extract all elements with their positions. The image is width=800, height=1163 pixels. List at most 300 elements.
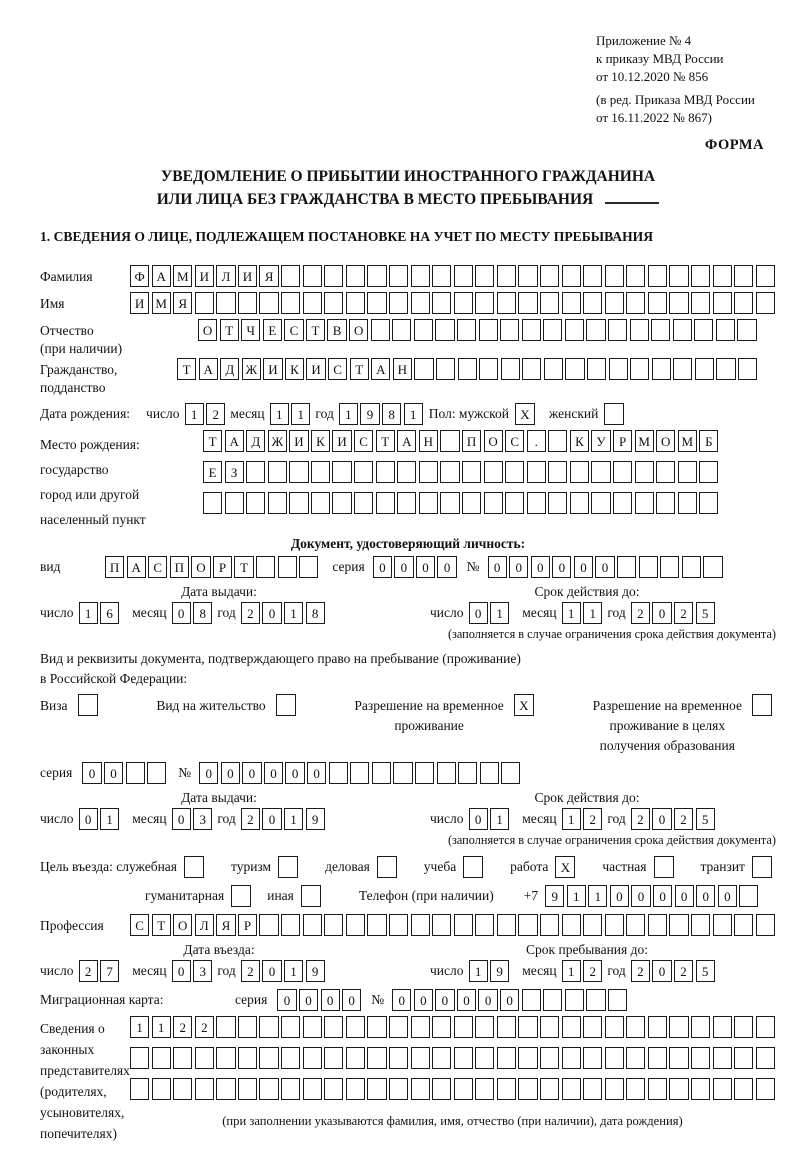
char-cell[interactable] <box>216 1016 235 1038</box>
char-cell[interactable]: Е <box>263 319 282 341</box>
char-cell[interactable] <box>463 856 483 878</box>
char-cell[interactable]: О <box>484 430 503 452</box>
char-cell[interactable]: Ж <box>268 430 287 452</box>
char-cell[interactable]: К <box>311 430 330 452</box>
char-cell[interactable] <box>648 1078 667 1100</box>
char-cell[interactable]: 0 <box>172 602 191 624</box>
char-cell[interactable] <box>501 762 520 784</box>
char-cell[interactable] <box>173 1047 192 1069</box>
char-cell[interactable] <box>691 1016 710 1038</box>
char-cell[interactable] <box>484 492 503 514</box>
char-cell[interactable] <box>435 319 454 341</box>
char-cell[interactable]: 2 <box>674 808 693 830</box>
char-cell[interactable]: 0 <box>104 762 123 784</box>
char-cell[interactable] <box>303 292 322 314</box>
char-cell[interactable]: Л <box>195 914 214 936</box>
char-cell[interactable]: Д <box>246 430 265 452</box>
char-cell[interactable] <box>324 1047 343 1069</box>
char-cell[interactable]: Т <box>306 319 325 341</box>
char-cell[interactable] <box>432 914 451 936</box>
char-cell[interactable] <box>540 1078 559 1100</box>
char-cell[interactable] <box>238 1016 257 1038</box>
char-cell[interactable]: Н <box>419 430 438 452</box>
char-cell[interactable]: 7 <box>100 960 119 982</box>
char-cell[interactable]: 0 <box>488 556 507 578</box>
char-cell[interactable]: 0 <box>435 989 454 1011</box>
char-cell[interactable]: 0 <box>718 885 737 907</box>
char-cell[interactable]: 0 <box>277 989 296 1011</box>
char-cell[interactable]: 2 <box>674 960 693 982</box>
char-cell[interactable]: 8 <box>193 602 212 624</box>
char-cell[interactable]: 1 <box>284 960 303 982</box>
char-cell[interactable]: 2 <box>206 403 225 425</box>
char-cell[interactable]: 0 <box>631 885 650 907</box>
char-cell[interactable] <box>397 461 416 483</box>
char-cell[interactable] <box>518 914 537 936</box>
char-cell[interactable] <box>734 1078 753 1100</box>
char-cell[interactable] <box>630 319 649 341</box>
char-cell[interactable] <box>389 1078 408 1100</box>
char-cell[interactable] <box>411 1078 430 1100</box>
char-cell[interactable]: Т <box>350 358 369 380</box>
char-cell[interactable] <box>480 762 499 784</box>
purpose-humanitarian-checkbox[interactable] <box>231 885 251 907</box>
purpose-other-checkbox[interactable] <box>301 885 321 907</box>
char-cell[interactable] <box>415 762 434 784</box>
char-cell[interactable] <box>713 1016 732 1038</box>
char-cell[interactable]: А <box>152 265 171 287</box>
char-cell[interactable] <box>527 492 546 514</box>
char-cell[interactable]: С <box>505 430 524 452</box>
char-cell[interactable] <box>324 914 343 936</box>
char-cell[interactable]: 0 <box>652 808 671 830</box>
char-cell[interactable] <box>691 1078 710 1100</box>
char-cell[interactable] <box>259 292 278 314</box>
migration-series-input[interactable] <box>277 989 361 1011</box>
char-cell[interactable]: И <box>195 265 214 287</box>
char-cell[interactable] <box>669 1078 688 1100</box>
surname-input[interactable] <box>130 265 775 287</box>
char-cell[interactable]: 1 <box>100 808 119 830</box>
char-cell[interactable] <box>609 358 628 380</box>
char-cell[interactable]: 9 <box>545 885 564 907</box>
char-cell[interactable] <box>648 1047 667 1069</box>
char-cell[interactable] <box>497 1047 516 1069</box>
char-cell[interactable]: 0 <box>595 556 614 578</box>
char-cell[interactable] <box>518 1047 537 1069</box>
char-cell[interactable] <box>543 319 562 341</box>
char-cell[interactable]: 5 <box>696 960 715 982</box>
char-cell[interactable]: 1 <box>339 403 358 425</box>
char-cell[interactable] <box>389 914 408 936</box>
char-cell[interactable]: Б <box>699 430 718 452</box>
char-cell[interactable] <box>713 265 732 287</box>
char-cell[interactable]: 5 <box>696 602 715 624</box>
birthplace-row1-input[interactable] <box>203 430 718 452</box>
purpose-delovaya-checkbox[interactable] <box>377 856 397 878</box>
char-cell[interactable] <box>540 1016 559 1038</box>
char-cell[interactable] <box>522 989 541 1011</box>
char-cell[interactable] <box>458 762 477 784</box>
char-cell[interactable] <box>648 292 667 314</box>
char-cell[interactable] <box>231 885 251 907</box>
char-cell[interactable]: Т <box>376 430 395 452</box>
char-cell[interactable] <box>281 265 300 287</box>
char-cell[interactable] <box>414 319 433 341</box>
char-cell[interactable] <box>195 292 214 314</box>
char-cell[interactable] <box>703 556 722 578</box>
residence-issue-month-input[interactable] <box>172 808 213 830</box>
char-cell[interactable] <box>346 1016 365 1038</box>
char-cell[interactable] <box>278 556 297 578</box>
char-cell[interactable] <box>346 292 365 314</box>
char-cell[interactable] <box>281 1078 300 1100</box>
purpose-work-checkbox[interactable] <box>555 856 575 878</box>
char-cell[interactable]: 9 <box>490 960 509 982</box>
migration-number-input[interactable] <box>392 989 627 1011</box>
sex-male-checkbox[interactable] <box>515 403 535 425</box>
doc-number-input[interactable] <box>488 556 723 578</box>
char-cell[interactable] <box>303 914 322 936</box>
char-cell[interactable] <box>608 319 627 341</box>
residence-permit-checkbox[interactable] <box>276 694 296 716</box>
birth-year-input[interactable] <box>339 403 423 425</box>
char-cell[interactable]: Ч <box>241 319 260 341</box>
char-cell[interactable] <box>543 989 562 1011</box>
char-cell[interactable] <box>604 403 624 425</box>
char-cell[interactable]: 1 <box>583 602 602 624</box>
char-cell[interactable]: Т <box>220 319 239 341</box>
char-cell[interactable] <box>475 914 494 936</box>
char-cell[interactable] <box>591 492 610 514</box>
char-cell[interactable] <box>259 1016 278 1038</box>
char-cell[interactable] <box>669 914 688 936</box>
char-cell[interactable]: 1 <box>152 1016 171 1038</box>
char-cell[interactable] <box>756 1078 775 1100</box>
char-cell[interactable]: А <box>371 358 390 380</box>
char-cell[interactable] <box>518 292 537 314</box>
issue-day-input[interactable] <box>79 602 120 624</box>
char-cell[interactable] <box>608 989 627 1011</box>
char-cell[interactable]: X <box>555 856 575 878</box>
char-cell[interactable] <box>216 1047 235 1069</box>
char-cell[interactable] <box>354 492 373 514</box>
char-cell[interactable] <box>281 292 300 314</box>
char-cell[interactable] <box>475 1016 494 1038</box>
char-cell[interactable]: 1 <box>284 602 303 624</box>
char-cell[interactable] <box>540 292 559 314</box>
char-cell[interactable]: 0 <box>469 808 488 830</box>
purpose-business-checkbox[interactable] <box>184 856 204 878</box>
char-cell[interactable] <box>756 1016 775 1038</box>
char-cell[interactable] <box>635 492 654 514</box>
char-cell[interactable]: О <box>191 556 210 578</box>
char-cell[interactable] <box>605 914 624 936</box>
char-cell[interactable] <box>583 292 602 314</box>
char-cell[interactable] <box>673 319 692 341</box>
phone-input[interactable] <box>545 885 758 907</box>
char-cell[interactable] <box>479 319 498 341</box>
char-cell[interactable] <box>238 1047 257 1069</box>
char-cell[interactable]: 0 <box>373 556 392 578</box>
char-cell[interactable] <box>669 1047 688 1069</box>
char-cell[interactable] <box>256 556 275 578</box>
char-cell[interactable] <box>126 762 145 784</box>
char-cell[interactable] <box>276 694 296 716</box>
char-cell[interactable] <box>562 292 581 314</box>
char-cell[interactable] <box>497 292 516 314</box>
char-cell[interactable] <box>195 1047 214 1069</box>
residence-series-input[interactable] <box>82 762 166 784</box>
char-cell[interactable] <box>613 461 632 483</box>
char-cell[interactable] <box>518 265 537 287</box>
stay-month-input[interactable] <box>562 960 603 982</box>
char-cell[interactable] <box>756 265 775 287</box>
char-cell[interactable] <box>462 461 481 483</box>
char-cell[interactable] <box>411 265 430 287</box>
char-cell[interactable]: 0 <box>652 602 671 624</box>
char-cell[interactable] <box>392 319 411 341</box>
char-cell[interactable]: А <box>397 430 416 452</box>
char-cell[interactable]: 0 <box>552 556 571 578</box>
char-cell[interactable] <box>475 292 494 314</box>
char-cell[interactable] <box>454 1078 473 1100</box>
char-cell[interactable]: С <box>130 914 149 936</box>
char-cell[interactable] <box>713 914 732 936</box>
char-cell[interactable]: 1 <box>79 602 98 624</box>
char-cell[interactable]: 6 <box>100 602 119 624</box>
char-cell[interactable] <box>583 1016 602 1038</box>
char-cell[interactable] <box>734 1047 753 1069</box>
char-cell[interactable]: Р <box>613 430 632 452</box>
char-cell[interactable]: 2 <box>583 960 602 982</box>
char-cell[interactable]: И <box>238 265 257 287</box>
char-cell[interactable] <box>346 1047 365 1069</box>
char-cell[interactable]: Т <box>234 556 253 578</box>
char-cell[interactable] <box>713 292 732 314</box>
char-cell[interactable]: 2 <box>79 960 98 982</box>
char-cell[interactable] <box>522 319 541 341</box>
char-cell[interactable]: С <box>354 430 373 452</box>
char-cell[interactable] <box>738 358 757 380</box>
char-cell[interactable]: У <box>591 430 610 452</box>
char-cell[interactable] <box>152 1078 171 1100</box>
stay-year-input[interactable] <box>631 960 715 982</box>
char-cell[interactable]: 2 <box>583 808 602 830</box>
char-cell[interactable] <box>527 461 546 483</box>
char-cell[interactable] <box>411 292 430 314</box>
char-cell[interactable] <box>648 1016 667 1038</box>
char-cell[interactable]: 9 <box>360 403 379 425</box>
char-cell[interactable]: 0 <box>478 989 497 1011</box>
char-cell[interactable] <box>734 292 753 314</box>
firstname-input[interactable] <box>130 292 775 314</box>
char-cell[interactable]: X <box>514 694 534 716</box>
char-cell[interactable] <box>583 265 602 287</box>
char-cell[interactable]: 0 <box>262 960 281 982</box>
char-cell[interactable] <box>367 1047 386 1069</box>
char-cell[interactable] <box>389 1016 408 1038</box>
temp-residence-checkbox[interactable] <box>514 694 534 716</box>
char-cell[interactable] <box>626 265 645 287</box>
char-cell[interactable] <box>454 1016 473 1038</box>
char-cell[interactable]: М <box>173 265 192 287</box>
char-cell[interactable]: А <box>199 358 218 380</box>
char-cell[interactable]: . <box>527 430 546 452</box>
issue-month-input[interactable] <box>172 602 213 624</box>
char-cell[interactable]: 0 <box>610 885 629 907</box>
char-cell[interactable] <box>716 358 735 380</box>
char-cell[interactable] <box>311 492 330 514</box>
char-cell[interactable] <box>432 1016 451 1038</box>
char-cell[interactable]: 0 <box>299 989 318 1011</box>
char-cell[interactable] <box>660 556 679 578</box>
char-cell[interactable]: 1 <box>490 602 509 624</box>
char-cell[interactable] <box>699 492 718 514</box>
char-cell[interactable]: 0 <box>392 989 411 1011</box>
char-cell[interactable]: 9 <box>306 960 325 982</box>
char-cell[interactable] <box>756 292 775 314</box>
char-cell[interactable] <box>130 1047 149 1069</box>
char-cell[interactable] <box>605 1047 624 1069</box>
char-cell[interactable] <box>332 461 351 483</box>
char-cell[interactable]: О <box>198 319 217 341</box>
char-cell[interactable] <box>268 492 287 514</box>
char-cell[interactable] <box>626 914 645 936</box>
char-cell[interactable] <box>411 1047 430 1069</box>
char-cell[interactable] <box>367 1078 386 1100</box>
char-cell[interactable] <box>225 492 244 514</box>
char-cell[interactable] <box>652 358 671 380</box>
char-cell[interactable]: 0 <box>416 556 435 578</box>
char-cell[interactable]: 1 <box>588 885 607 907</box>
char-cell[interactable] <box>626 1016 645 1038</box>
char-cell[interactable] <box>626 1047 645 1069</box>
birthplace-row3-input[interactable] <box>203 492 718 514</box>
char-cell[interactable] <box>734 1016 753 1038</box>
char-cell[interactable]: 1 <box>130 1016 149 1038</box>
char-cell[interactable] <box>505 461 524 483</box>
char-cell[interactable]: 0 <box>285 762 304 784</box>
char-cell[interactable] <box>246 461 265 483</box>
char-cell[interactable] <box>605 292 624 314</box>
char-cell[interactable]: Д <box>220 358 239 380</box>
char-cell[interactable] <box>301 885 321 907</box>
char-cell[interactable]: П <box>105 556 124 578</box>
entry-month-input[interactable] <box>172 960 213 982</box>
birth-day-input[interactable] <box>185 403 226 425</box>
char-cell[interactable] <box>268 461 287 483</box>
char-cell[interactable] <box>540 265 559 287</box>
char-cell[interactable]: 0 <box>675 885 694 907</box>
char-cell[interactable] <box>259 1047 278 1069</box>
char-cell[interactable]: 1 <box>284 808 303 830</box>
char-cell[interactable] <box>440 461 459 483</box>
issue-year-input[interactable] <box>241 602 325 624</box>
char-cell[interactable] <box>587 358 606 380</box>
char-cell[interactable] <box>669 1016 688 1038</box>
char-cell[interactable] <box>367 292 386 314</box>
char-cell[interactable] <box>411 1016 430 1038</box>
entry-day-input[interactable] <box>79 960 120 982</box>
char-cell[interactable] <box>376 492 395 514</box>
char-cell[interactable]: П <box>170 556 189 578</box>
char-cell[interactable] <box>475 1078 494 1100</box>
char-cell[interactable] <box>648 265 667 287</box>
char-cell[interactable] <box>562 265 581 287</box>
char-cell[interactable]: Т <box>203 430 222 452</box>
char-cell[interactable]: Ф <box>130 265 149 287</box>
char-cell[interactable] <box>713 1047 732 1069</box>
char-cell[interactable] <box>583 914 602 936</box>
char-cell[interactable] <box>324 292 343 314</box>
char-cell[interactable]: С <box>284 319 303 341</box>
residence-issue-day-input[interactable] <box>79 808 120 830</box>
entry-year-input[interactable] <box>241 960 325 982</box>
char-cell[interactable]: С <box>148 556 167 578</box>
char-cell[interactable]: 0 <box>574 556 593 578</box>
char-cell[interactable] <box>462 492 481 514</box>
char-cell[interactable] <box>678 492 697 514</box>
char-cell[interactable]: О <box>173 914 192 936</box>
char-cell[interactable] <box>203 492 222 514</box>
char-cell[interactable] <box>377 856 397 878</box>
char-cell[interactable] <box>548 430 567 452</box>
char-cell[interactable] <box>281 1016 300 1038</box>
char-cell[interactable]: Я <box>259 265 278 287</box>
char-cell[interactable]: О <box>656 430 675 452</box>
char-cell[interactable] <box>397 492 416 514</box>
char-cell[interactable] <box>289 492 308 514</box>
char-cell[interactable]: 2 <box>631 960 650 982</box>
char-cell[interactable] <box>184 856 204 878</box>
char-cell[interactable] <box>303 265 322 287</box>
char-cell[interactable] <box>475 265 494 287</box>
char-cell[interactable]: 1 <box>567 885 586 907</box>
char-cell[interactable]: 8 <box>306 602 325 624</box>
char-cell[interactable]: 0 <box>653 885 672 907</box>
char-cell[interactable] <box>281 1047 300 1069</box>
char-cell[interactable]: 1 <box>185 403 204 425</box>
char-cell[interactable]: И <box>332 430 351 452</box>
char-cell[interactable] <box>346 1078 365 1100</box>
char-cell[interactable] <box>737 319 756 341</box>
purpose-tourism-checkbox[interactable] <box>278 856 298 878</box>
char-cell[interactable]: 2 <box>631 808 650 830</box>
residence-valid-day-input[interactable] <box>469 808 510 830</box>
char-cell[interactable]: И <box>263 358 282 380</box>
representatives-row2-input[interactable] <box>130 1047 775 1069</box>
char-cell[interactable]: 0 <box>172 808 191 830</box>
char-cell[interactable] <box>699 461 718 483</box>
char-cell[interactable] <box>367 1016 386 1038</box>
char-cell[interactable]: 0 <box>457 989 476 1011</box>
birthplace-row2-input[interactable] <box>203 461 718 483</box>
char-cell[interactable] <box>522 358 541 380</box>
sex-female-checkbox[interactable] <box>604 403 624 425</box>
char-cell[interactable] <box>656 461 675 483</box>
char-cell[interactable] <box>570 461 589 483</box>
char-cell[interactable] <box>544 358 563 380</box>
char-cell[interactable] <box>562 1047 581 1069</box>
char-cell[interactable] <box>324 1078 343 1100</box>
char-cell[interactable] <box>216 1078 235 1100</box>
char-cell[interactable] <box>756 914 775 936</box>
char-cell[interactable] <box>389 292 408 314</box>
char-cell[interactable]: 1 <box>562 960 581 982</box>
char-cell[interactable] <box>289 461 308 483</box>
char-cell[interactable] <box>669 292 688 314</box>
